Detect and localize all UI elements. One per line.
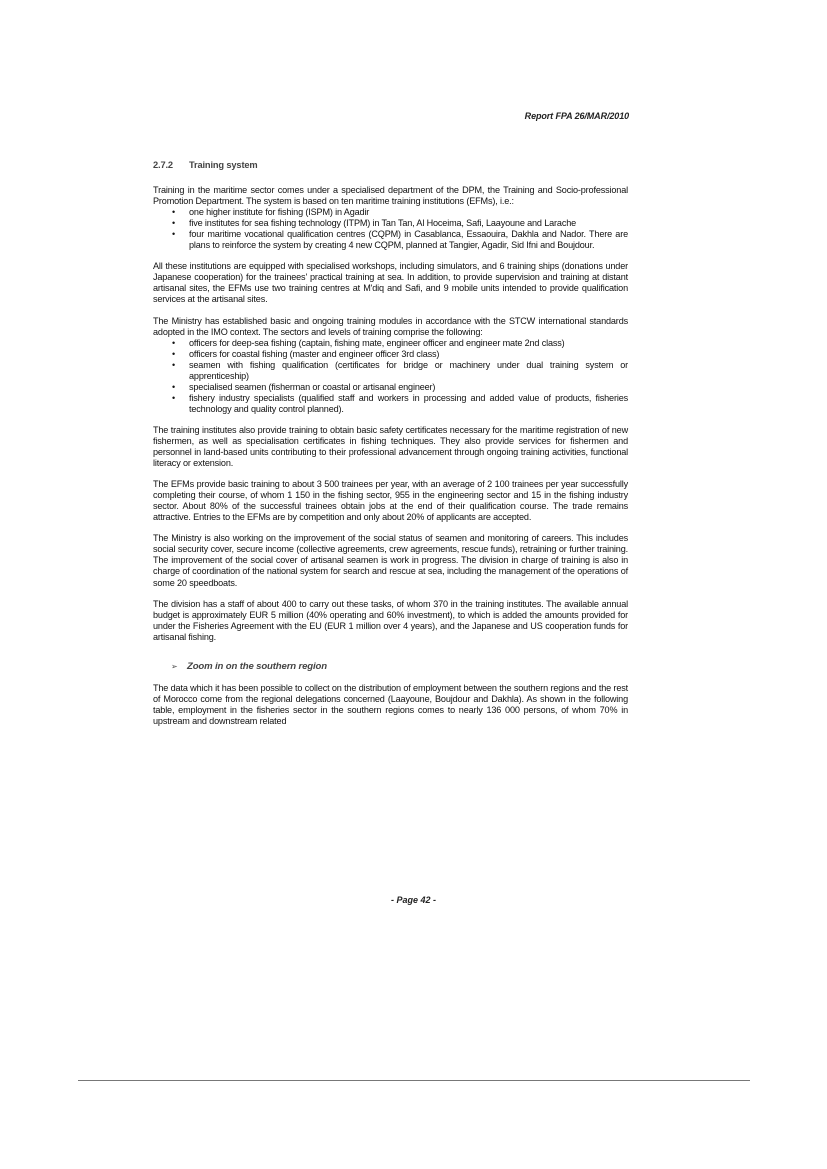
list-item: • specialised seamen (fisherman or coastal or artisanal engineer)	[189, 382, 628, 393]
page-content	[153, 160, 628, 737]
section-title: Training system	[189, 160, 258, 170]
subheading-southern-region	[171, 661, 628, 672]
paragraph-equipment: All these institutions are equipped with specialised workshops, including simulators, and 6 training ships (donations under Japanese cooperation) for the trainees' practical training at sea. In addition, to provide supervision and training at distant artisanal sites, the EFMs use two training centres at M'diq and Safi, and 9 mobile units intended to provide qualification services at the artisanal sites.	[153, 261, 628, 305]
list-item: • four maritime vocational qualification centres (CQPM) in Casablanca, Essaouira, Dakhla and Nador. There are plans to reinforce the system by creating 4 new CQPM, planned at Tangier, Agadir, Sid Ifni and Boujdour.	[189, 229, 628, 251]
paragraph-staff-budget: The division has a staff of about 400 to carry out these tasks, of whom 370 in the training institutes. The available annual budget is approximately EUR 5 million (40% operating and 60% investment), to which is added the amounts provided for under the Fisheries Agreement with the EU (EUR 1 million over 4 years), and the Japanese and US cooperation funds for artisanal fishing.	[153, 598, 628, 642]
report-reference: Report FPA 26/MAR/2010	[524, 111, 629, 121]
list-item: • one higher institute for fishing (ISPM) in Agadir	[189, 207, 628, 218]
list-item: • officers for coastal fishing (master and engineer officer 3rd class)	[189, 349, 628, 360]
list-item: • seamen with fishing qualification (certificates for bridge or machinery under dual training system or apprenticeship)	[189, 360, 628, 382]
training-levels-list	[153, 338, 628, 415]
bottom-divider	[78, 1080, 750, 1081]
page-number: - Page 42 -	[390, 895, 437, 905]
list-item: • officers for deep-sea fishing (captain, fishing mate, engineer officer and engineer mate 2nd class)	[189, 338, 628, 349]
paragraph-social-status: The Ministry is also working on the improvement of the social status of seamen and monitoring of careers. This includes social security cover, secure income (collective agreements, crew agreements, rescue funds), retraining or further training. The improvement of the social cover of artisanal seamen is work in progress. The division in charge of training is also in charge of coordination of the national system for search and rescue at sea, including the management of the operations of some 20 speedboats.	[153, 533, 628, 588]
arrow-bullet-icon: ➢	[171, 661, 178, 671]
paragraph-stcw: The Ministry has established basic and ongoing training modules in accordance with the STCW international standards adopted in the IMO context. The sectors and levels of training comprise the following:	[153, 315, 628, 337]
section-number: 2.7.2	[153, 160, 173, 170]
subheading-text: Zoom in on the southern region	[187, 660, 327, 672]
paragraph-training-intro: Training in the maritime sector comes under a specialised department of the DPM, the Training and Socio-professional Promotion Department. The system is based on ten maritime training institutions (EFMs), i.e.:	[153, 185, 628, 207]
institutions-list	[153, 207, 628, 251]
list-item: • fishery industry specialists (qualified staff and workers in processing and added value of products, fisheries technology and quality control planned).	[189, 393, 628, 415]
paragraph-southern-data: The data which it has been possible to collect on the distribution of employment between the southern regions and the rest of Morocco come from the regional delegations concerned (Laayoune, Boujdour and Dakhla). As shown in the following table, employment in the fisheries sector in the southern regions comes to nearly 136 000 persons, of whom 70% in upstream and downstream related	[153, 682, 628, 726]
section-heading	[153, 160, 628, 171]
list-item: • five institutes for sea fishing technology (ITPM) in Tan Tan, Al Hoceima, Safi, Laayoune and Larache	[189, 218, 628, 229]
paragraph-trainees: The EFMs provide basic training to about 3 500 trainees per year, with an average of 2 100 trainees per year successfully completing their course, of whom 1 150 in the fishing sector, 955 in the engineering sector and 15 in the fishing industry sector. About 80% of the successful trainees obtain jobs at the end of their qualification course. The trade remains attractive. Entries to the EFMs are by competition and only about 20% of applicants are accepted.	[153, 479, 628, 523]
paragraph-safety-certificates: The training institutes also provide training to obtain basic safety certificates necessary for the maritime registration of new fishermen, as well as specialisation certificates in fishing techniques. They also provide services for fishermen and personnel in land-based units contributing to their professional advancement through ongoing training activities, functional literacy or extension.	[153, 424, 628, 469]
